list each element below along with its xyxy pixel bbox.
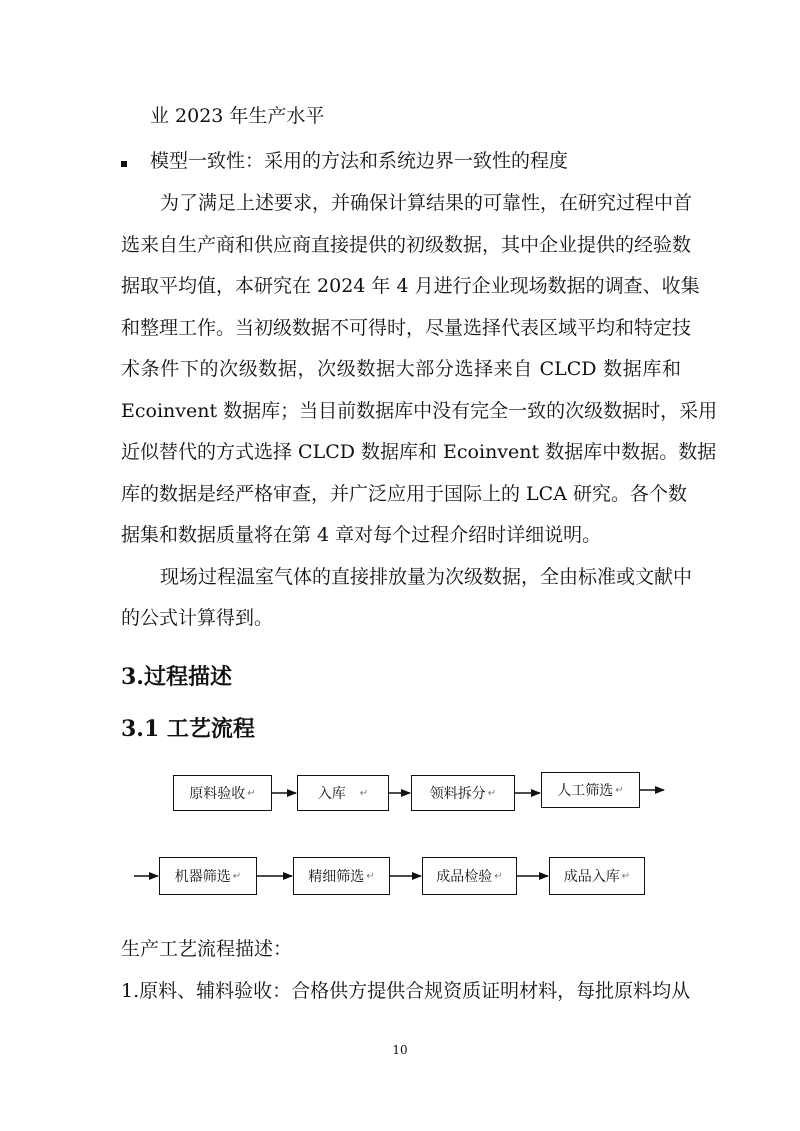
p2-line: 现场过程温室气体的直接排放量为次级数据，全由标准或文献中 (160, 566, 693, 588)
flow-step-label: 成品入库 (563, 869, 620, 885)
return-mark-icon: ↵ (366, 870, 375, 882)
process-item-1: 1.原料、辅料验收：合格供方提供合规资质证明材料，每批原料均从 (121, 980, 691, 1002)
p1-line: 据取平均值，本研究在 2024 年 4 月进行企业现场数据的调查、收集 (121, 275, 700, 297)
subsection-heading: 3.1 工艺流程 (121, 716, 255, 742)
p1-line: 选来自生产商和供应商直接提供的初级数据，其中企业提供的经验数 (121, 234, 692, 256)
flow-step-product-inspection (422, 857, 517, 895)
flow-step-product-storage (549, 857, 645, 895)
p1-line: Ecoinvent 数据库；当目前数据库中没有完全一致的次级数据时，采用 (121, 400, 718, 422)
bullet-item: 模型一致性：采用的方法和系统边界一致性的程度 (150, 150, 569, 172)
p1-line: 为了满足上述要求，并确保计算结果的可靠性，在研究过程中首 (160, 192, 693, 214)
flow-step-machine-screening (159, 857, 257, 895)
return-mark-icon: ↵ (247, 787, 256, 799)
flow-step-label: 领料拆分 (429, 786, 486, 802)
return-mark-icon: ↵ (359, 787, 369, 799)
flow-step-fine-screening (293, 857, 390, 895)
p1-line: 库的数据是经严格审查，并广泛应用于国际上的 LCA 研究。各个数 (121, 483, 687, 505)
page-number: 10 (392, 1043, 408, 1057)
p1-line: 术条件下的次级数据，次级数据大部分选择来自 CLCD 数据库和 (121, 358, 681, 380)
return-mark-icon: ↵ (621, 870, 631, 882)
return-mark-icon: ↵ (232, 870, 242, 882)
flow-step-label: 人工筛选 (557, 783, 614, 799)
flow-step-label: 原料验收 (189, 786, 246, 802)
p1-line: 据集和数据质量将在第 4 章对每个过程介绍时详细说明。 (121, 524, 602, 546)
flow-step-label: 机器筛选 (174, 869, 231, 885)
return-mark-icon: ↵ (487, 787, 497, 799)
section-heading: 3.过程描述 (121, 664, 232, 690)
flow-step-raw-material-acceptance (173, 775, 272, 811)
flow-step-manual-screening (541, 772, 640, 808)
continued-line: 业 2023 年生产水平 (150, 105, 325, 127)
return-mark-icon: ↵ (494, 870, 503, 882)
p1-line: 和整理工作。当初级数据不可得时，尽量选择代表区域平均和特定技 (121, 317, 692, 339)
p2-line: 的公式计算得到。 (121, 607, 274, 629)
flow-step-label: 精细筛选 (308, 869, 365, 885)
flow-step-warehousing (297, 775, 389, 811)
flow-step-label: 入库 (317, 786, 346, 802)
p1-line: 近似替代的方式选择 CLCD 数据库和 Ecoinvent 数据库中数据。数据 (121, 441, 717, 463)
flow-step-label: 成品检验 (436, 869, 493, 885)
return-mark-icon: ↵ (615, 784, 624, 796)
flow-step-picking-splitting (411, 775, 515, 811)
process-description-title: 生产工艺流程描述： (121, 938, 293, 960)
